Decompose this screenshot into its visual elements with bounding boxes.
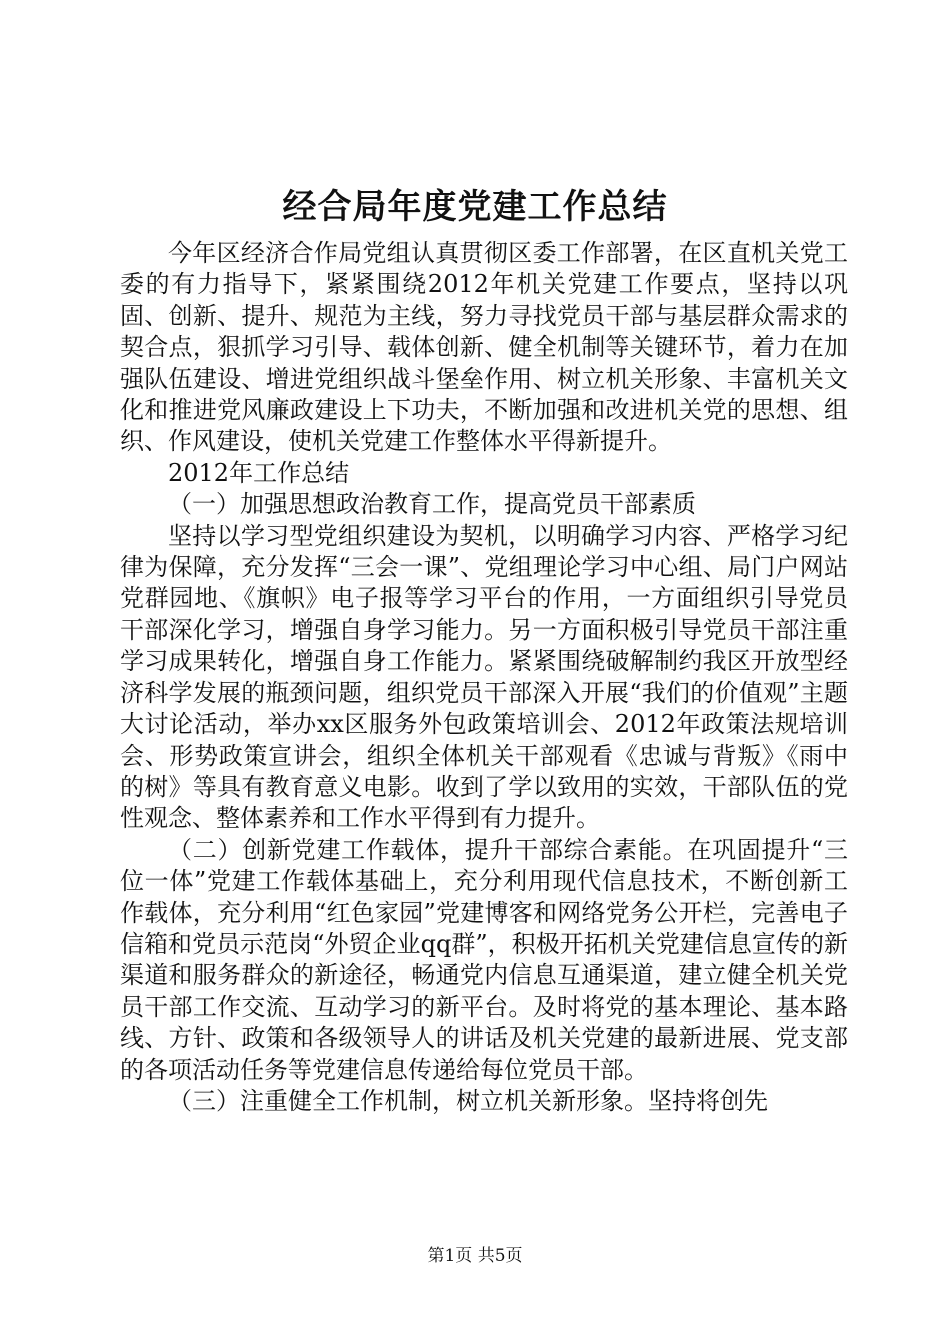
paragraph-intro: 今年区经济合作局党组认真贯彻区委工作部署，在区直机关党工委的有力指导下，紧紧围绕2012年机关党建工作要点，坚持以巩固、创新、提升、规范为主线，努力寻找党员干部与基层群众需求的契合点，狠抓学习引导、载体创新、健全机制等关键环节，着力在加强队伍建设、增进党组织战斗堡垒作用、树立机关形象、丰富机关文化和推进党风廉政建设上下功夫，不断加强和改进机关党的思想、组织、作风建设，使机关党建工作整体水平得新提升。 — [120, 239, 848, 456]
paragraph-subheading-1: （一）加强思想政治教育工作，提高党员干部素质 — [168, 490, 696, 519]
document-body — [120, 238, 848, 1117]
document-title: 经合局年度党建工作总结 — [282, 187, 668, 227]
page-footer: 第1页 共5页 — [427, 1246, 523, 1266]
paragraph-section-heading: 2012年工作总结 — [168, 458, 350, 487]
paragraph-carrier: （二）创新党建工作载体，提升干部综合素能。在巩固提升“三位一体”党建工作载体基础上，充分利用现代信息技术，不断创新工作载体，充分利用“红色家园”党建博客和网络党务公开栏，完善电子信箱和党员示范岗“外贸企业qq群”，积极开拓机关党建信息宣传的新渠道和服务群众的新途径，畅通党内信息互通渠道，建立健全机关党员干部工作交流、互动学习的新平台。及时将党的基本理论、基本路线、方针、政策和各级领导人的讲话及机关党建的最新进展、党支部的各项活动任务等党建信息传递给每位党员干部。 — [120, 835, 848, 1084]
paragraph-mechanism: （三）注重健全工作机制，树立机关新形象。坚持将创先 — [168, 1086, 768, 1115]
paragraph-study: 坚持以学习型党组织建设为契机，以明确学习内容、严格学习纪律为保障，充分发挥“三会一课”、党组理论学习中心组、局门户网站党群园地、《旗帜》电子报等学习平台的作用，一方面组织引导党员干部深化学习，增强自身学习能力。另一方面积极引导党员干部注重学习成果转化，增强自身工作能力。紧紧围绕破解制约我区开放型经济科学发展的瓶颈问题，组织党员干部深入开展“我们的价值观”主题大讨论活动，举办xx区服务外包政策培训会、2012年政策法规培训会、形势政策宣讲会，组织全体机关干部观看《忠诚与背叛》《雨中的树》等具有教育意义电影。收到了学以致用的实效，干部队伍的党性观念、整体素养和工作水平得到有力提升。 — [120, 521, 848, 833]
